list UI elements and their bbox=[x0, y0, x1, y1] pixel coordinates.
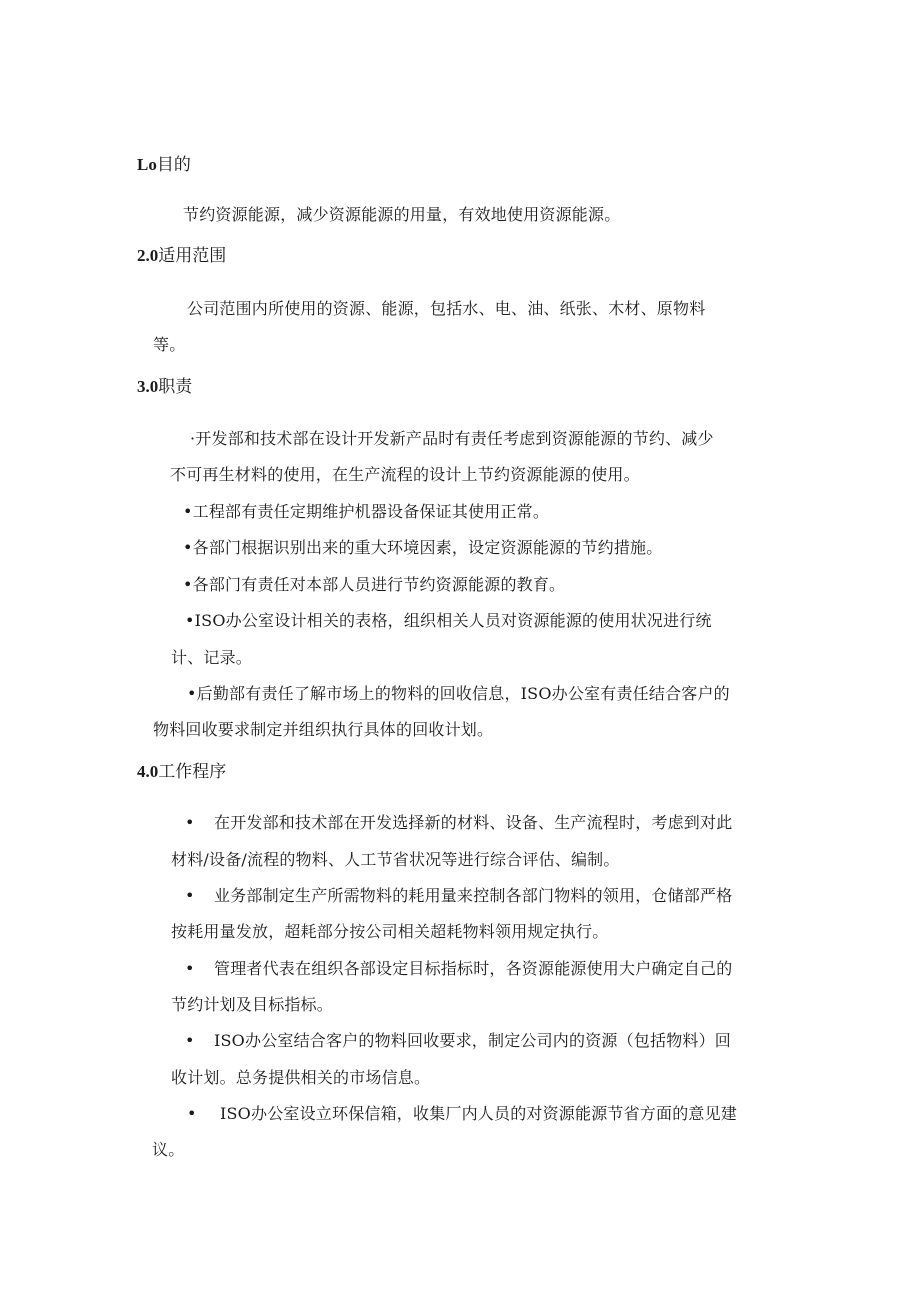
bullet-icon: • bbox=[187, 1104, 197, 1123]
bullet-icon: • bbox=[185, 813, 195, 832]
list-item-continuation: 收计划。总务提供相关的市场信息。 bbox=[171, 1068, 431, 1087]
section-4-heading bbox=[137, 761, 226, 783]
list-item-text: 各部门根据识别出来的重大环境因素，设定资源能源的节约措施。 bbox=[192, 538, 663, 557]
bullet-icon: • bbox=[183, 538, 193, 557]
section-title: 目的 bbox=[156, 155, 191, 175]
list-item-text: 业务部制定生产所需物料的耗用量来控制各部门物料的领用，仓储部严格 bbox=[214, 886, 733, 905]
list-item bbox=[187, 684, 730, 704]
bullet-icon: • bbox=[187, 684, 197, 703]
list-item-continuation: 物料回收要求制定并组织执行具体的回收计划。 bbox=[153, 720, 494, 739]
section-title: 工作程序 bbox=[158, 762, 227, 782]
list-item bbox=[190, 429, 714, 449]
list-item-continuation: 议。 bbox=[152, 1140, 185, 1159]
section-2-text-line: 公司范围内所使用的资源、能源，包括水、电、油、纸张、木材、原物料 bbox=[187, 299, 706, 318]
bullet-icon: • bbox=[185, 959, 195, 978]
list-item-continuation: 不可再生材料的使用，在生产流程的设计上节约资源能源的使用。 bbox=[170, 465, 640, 484]
section-1-text-line: 节约资源能源，减少资源能源的用量，有效地使用资源能源。 bbox=[183, 205, 621, 224]
bullet-icon: • bbox=[185, 611, 195, 630]
section-1-heading bbox=[137, 154, 191, 176]
section-2-text-line: 等。 bbox=[153, 335, 186, 354]
list-item bbox=[183, 502, 549, 522]
list-item bbox=[183, 538, 662, 558]
section-number: 2.0 bbox=[137, 246, 159, 265]
list-item-text: 后勤部有责任了解市场上的物料的回收信息，ISO办公室有责任结合客户的 bbox=[196, 684, 730, 703]
list-item-continuation: 按耗用量发放，超耗部分按公司相关超耗物料领用规定执行。 bbox=[171, 922, 609, 941]
bullet-icon: • bbox=[183, 575, 193, 594]
list-item-text: ISO办公室结合客户的物料回收要求，制定公司内的资源（包括物料）回 bbox=[214, 1031, 731, 1050]
list-item-text: ISO办公室设计相关的表格，组织相关人员对资源能源的使用状况进行统 bbox=[194, 611, 712, 630]
list-item-continuation: 节约计划及目标指标。 bbox=[171, 995, 334, 1014]
list-item bbox=[185, 611, 712, 631]
bullet-icon: • bbox=[185, 886, 195, 905]
list-item-continuation: 材料/设备/流程的物料、人工节省状况等进行综合评估、编制。 bbox=[171, 850, 620, 869]
section-2-heading bbox=[137, 245, 226, 267]
bullet-icon: • bbox=[183, 502, 193, 521]
list-item bbox=[185, 886, 732, 906]
section-number: 4.0 bbox=[137, 762, 159, 781]
section-number: 3.0 bbox=[137, 377, 159, 396]
section-title: 适用范围 bbox=[158, 246, 227, 266]
list-item-text: ISO办公室设立环保信箱，收集厂内人员的对资源能源节省方面的意见建 bbox=[220, 1104, 737, 1123]
bullet-icon: · bbox=[190, 429, 196, 448]
list-item bbox=[185, 813, 732, 833]
list-item bbox=[187, 1104, 737, 1124]
list-item-text: 在开发部和技术部在开发选择新的材料、设备、生产流程时，考虑到对此 bbox=[214, 813, 733, 832]
bullet-icon: • bbox=[185, 1031, 195, 1050]
section-3-heading bbox=[137, 376, 192, 398]
list-item bbox=[185, 1031, 731, 1051]
list-item-text: 开发部和技术部在设计开发新产品时有责任考虑到资源能源的节约、减少 bbox=[195, 429, 714, 448]
list-item-text: 管理者代表在组织各部设定目标指标时，各资源能源使用大户确定自己的 bbox=[214, 959, 733, 978]
section-title: 职责 bbox=[158, 377, 193, 397]
list-item bbox=[185, 959, 732, 979]
list-item bbox=[183, 575, 565, 595]
section-number: Lo bbox=[137, 155, 157, 174]
list-item-text: 各部门有责任对本部人员进行节约资源能源的教育。 bbox=[192, 575, 566, 594]
list-item-continuation: 计、记录。 bbox=[171, 648, 253, 667]
list-item-text: 工程部有责任定期维护机器设备保证其使用正常。 bbox=[192, 502, 550, 521]
